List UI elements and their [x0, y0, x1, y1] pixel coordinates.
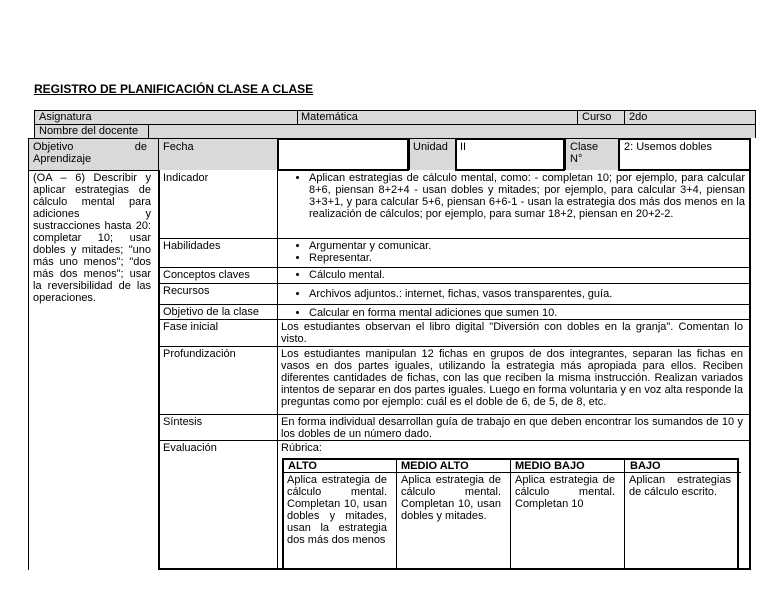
rubrica-label: Rúbrica: — [281, 442, 322, 454]
unidad-label: Unidad — [413, 141, 448, 153]
objetivo-clase-label: Objetivo de la clase — [163, 306, 259, 318]
recursos-label: Recursos — [163, 285, 210, 297]
rubric-level-bajo: BAJO — [630, 460, 661, 472]
docente-label: Nombre del docente — [39, 125, 139, 137]
curso-value: 2do — [629, 111, 648, 123]
rubric-text-bajo: Aplican estrategias de cálculo escrito. — [629, 474, 731, 498]
rubric-level-alto: ALTO — [288, 460, 317, 472]
rubric-level-medio-alto: MEDIO ALTO — [401, 460, 469, 472]
fecha-label: Fecha — [163, 141, 194, 153]
sintesis-label: Síntesis — [163, 416, 203, 428]
clase-value: 2: Usemos dobles — [624, 141, 713, 153]
rubric-level-medio-bajo: MEDIO BAJO — [515, 460, 585, 472]
objetivo-text: (OA – 6) Describir y aplicar estrategias de cálculo mental para adiciones y sustracciones hasta 20: completar 10; usar dobles y mitades; "uno más uno menos"; "dos más dos menos"; usar la reversibilidad de las operaciones. — [33, 172, 151, 304]
conceptos-label: Conceptos claves — [163, 269, 250, 281]
asignatura-value: Matemática — [301, 111, 358, 123]
objetivo-clase-item: • Calcular en forma mental adiciones que sumen 10. — [309, 307, 745, 319]
fase-inicial-text: Los estudiantes observan el libro digital "Diversión con dobles en la granja". Comentan lo visto. — [281, 321, 743, 345]
evaluacion-label: Evaluación — [163, 442, 217, 454]
objetivo-label: Objetivo de Aprendizaje — [33, 141, 147, 165]
indicador-list — [280, 172, 748, 220]
conceptos-list — [280, 269, 748, 281]
page-title: REGISTRO DE PLANIFICACIÓN CLASE A CLASE — [34, 82, 314, 96]
habilidades-list — [280, 240, 748, 264]
curso-label: Curso — [582, 111, 612, 123]
rubric-text-medio-bajo: Aplica estrategia de cálculo mental. Completan 10 — [515, 474, 615, 510]
habilidad-item: • Argumentar y comunicar. — [309, 240, 745, 252]
rubric-text-alto: Aplica estrategia de cálculo mental. Completan 10, usan dobles y mitades, usan la estrategia dos más dos menos — [287, 474, 387, 546]
rubric-text-medio-alto: Aplica estrategia de cálculo mental. Completan 10, usan dobles y mitades. — [401, 474, 501, 522]
recurso-item: • Archivos adjuntos.: internet, fichas, vasos transparentes, guía. — [309, 288, 745, 300]
habilidades-label: Habilidades — [163, 240, 221, 252]
fecha-value-cell — [277, 138, 409, 171]
profundizacion-label: Profundización — [163, 348, 236, 360]
indicador-item: • Aplican estrategias de cálculo mental, como: - completan 10; por ejemplo, para calcular 8+6, piensan 8+2+4 - usan dobles y mitades; por ejemplo, para calcular 3+4, piensan 3+3+1, y para calcular 5+6, piensan 6+6-1 - usan la estrategia dos más dos menos en la realización de cálculos; por ejemplo, para sumar 18+2, piensan en 20+2-2. — [309, 172, 745, 220]
docente-row — [34, 124, 756, 138]
recursos-list — [280, 288, 748, 300]
unidad-value-cell — [455, 138, 565, 171]
sintesis-text: En forma individual desarrollan guía de trabajo en que deben encontrar los sumandos de 10 y los dobles de un número dado. — [281, 416, 743, 440]
habilidad-item: • Representar. — [309, 252, 745, 264]
asignatura-label: Asignatura — [39, 111, 92, 123]
clase-label: Clase N° — [570, 141, 599, 165]
objetivo-clase-list — [280, 307, 748, 319]
unidad-value: II — [460, 141, 467, 153]
profundizacion-text: Los estudiantes manipulan 12 fichas en grupos de dos integrantes, separan las fichas en vasos en dos partes iguales, utilizando la estrategia más apropiada para ellos. Reciben diferentes cantidades de fichas, con las que reciben la misma instrucción. Realizan variados intentos de separar en dos partes iguales. Luego en forma voluntaria y en voz alta responde la preguntas como por ejemplo: cuál es el doble de 6, de 5, de 8, etc. — [281, 348, 743, 408]
fase-inicial-label: Fase inicial — [163, 321, 219, 333]
concepto-item: • Cálculo mental. — [309, 269, 745, 281]
indicador-label: Indicador — [163, 172, 209, 184]
